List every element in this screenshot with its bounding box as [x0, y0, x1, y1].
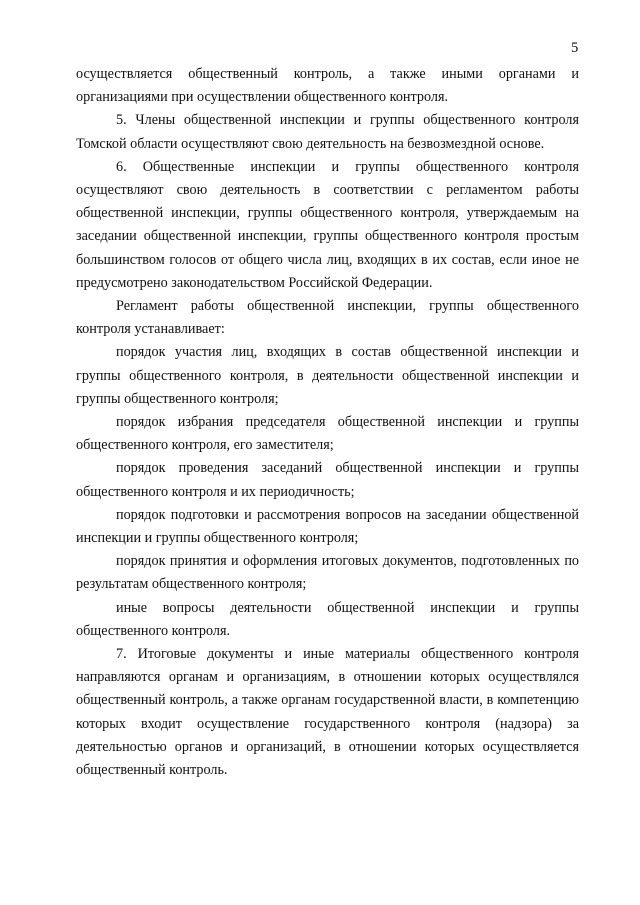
list-item: порядок проведения заседаний общественной инспекции и группы общественного контроля и их периодичность;	[76, 460, 579, 500]
list-item: порядок принятия и оформления итоговых документов, подготовленных по результатам общественного контроля;	[76, 553, 579, 593]
list-item: порядок участия лиц, входящих в состав общественной инспекции и группы общественного контроля, в деятельности общественной инспекции и группы общественного контроля;	[76, 344, 579, 407]
page-number: 5	[571, 40, 579, 56]
paragraph-continuation: осуществляется общественный контроль, а также иными органами и организациями при осуществлении общественного контроля.	[76, 66, 579, 106]
list-item: иные вопросы деятельности общественной инспекции и группы общественного контроля.	[76, 599, 579, 639]
list-item: порядок избрания председателя общественной инспекции и группы общественного контроля, его заместителя;	[76, 414, 579, 454]
paragraph-regulation-intro: Регламент работы общественной инспекции, группы общественного контроля устанавливает:	[76, 298, 579, 338]
list-item: порядок подготовки и рассмотрения вопросов на заседании общественной инспекции и группы общественного контроля;	[76, 506, 579, 547]
document-body	[76, 63, 579, 782]
paragraph-clause-7: 7. Итоговые документы и иные материалы общественного контроля направляются органам и организациям, в отношении которых осуществлялся общественный контроль, а также органам государственной власти, в компетенцию которых входит осуществление государственного контроля (надзора) за деятельностью органов и организаций, в отношении которых осуществляется общественный контроль.	[76, 646, 579, 779]
paragraph-clause-6: 6. Общественные инспекции и группы общественного контроля осуществляют свою деятельность в соответствии с регламентом работы общественной инспекции, группы общественного контроля, утверждаемым на заседании общественной инспекции, группы общественного контроля простым большинством голосов от общего числа лиц, входящих в их состав, если иное не предусмотрено законодательством Российской Федерации.	[76, 158, 579, 291]
paragraph-clause-5: 5. Члены общественной инспекции и группы общественного контроля Томской области осуществляют свою деятельность на безвозмездной основе.	[76, 112, 579, 152]
